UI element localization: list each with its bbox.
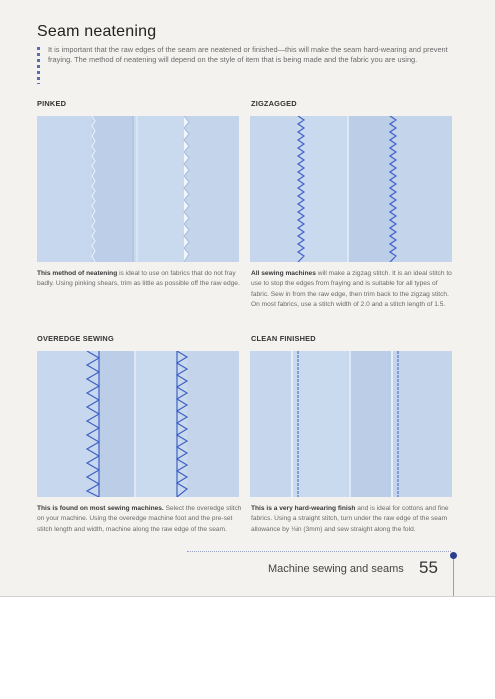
photo-pinked-seam <box>37 116 239 262</box>
caption-lead: This is a very hard-wearing finish <box>251 505 356 512</box>
caption-lead: This method of neatening <box>37 270 118 277</box>
caption-body: will make a zigzag stitch. It is an ideal stitch to use to stop the edges from fraying and is suitable for all types of fabric. Sew in from the raw edge, then trim back to the zigzag stitch. On most fabrics, use a stitch width of 2.0 and a stitch length of 1.5. <box>251 270 452 308</box>
photo-overedge-seam <box>37 351 239 497</box>
chapter-title: Machine sewing and seams <box>268 563 404 575</box>
page-title: Seam neatening <box>37 23 157 40</box>
photo-zigzag-seam <box>250 116 452 262</box>
footer-vertical-rule <box>453 556 454 596</box>
caption-lead: This is found on most sewing machines. <box>37 505 164 512</box>
caption-pinked <box>37 269 243 290</box>
caption-body: is ideal to use on fabrics that do not fray badly. Using pinking shears, trim as little as possible off the raw edge. <box>37 270 240 288</box>
intro-accent-bar <box>37 47 40 84</box>
section-heading-pinked: PINKED <box>37 99 67 108</box>
caption-zigzagged <box>251 269 457 310</box>
section-heading-clean-finished: CLEAN FINISHED <box>251 334 316 343</box>
photo-clean-finished-seam <box>250 351 452 497</box>
footer-dot-ornament <box>450 552 457 559</box>
caption-overedge <box>37 504 243 535</box>
section-heading-zigzagged: ZIGZAGGED <box>251 99 297 108</box>
section-heading-overedge: OVEREDGE SEWING <box>37 334 114 343</box>
caption-lead: All sewing machines <box>251 270 316 277</box>
footer-divider <box>187 551 451 552</box>
page-number: 55 <box>419 558 438 577</box>
caption-body: and is ideal for cottons and fine fabrics. Using a straight stitch, turn under the raw edge of the seam allowance by ⅛in (3mm) and sew straight along the fold. <box>251 505 449 533</box>
intro-paragraph: It is important that the raw edges of the seam are neatened or finished—this will make the seam hard-wearing and prevent fraying. The method of neatening will depend on the style of item that is being made and the fabric you are using. <box>48 45 448 65</box>
caption-body: Select the overedge stitch on your machine. Using the overedge machine foot and the pre-set stitch length and width, machine along the raw edge of the seam. <box>37 505 242 533</box>
caption-clean-finished <box>251 504 457 535</box>
